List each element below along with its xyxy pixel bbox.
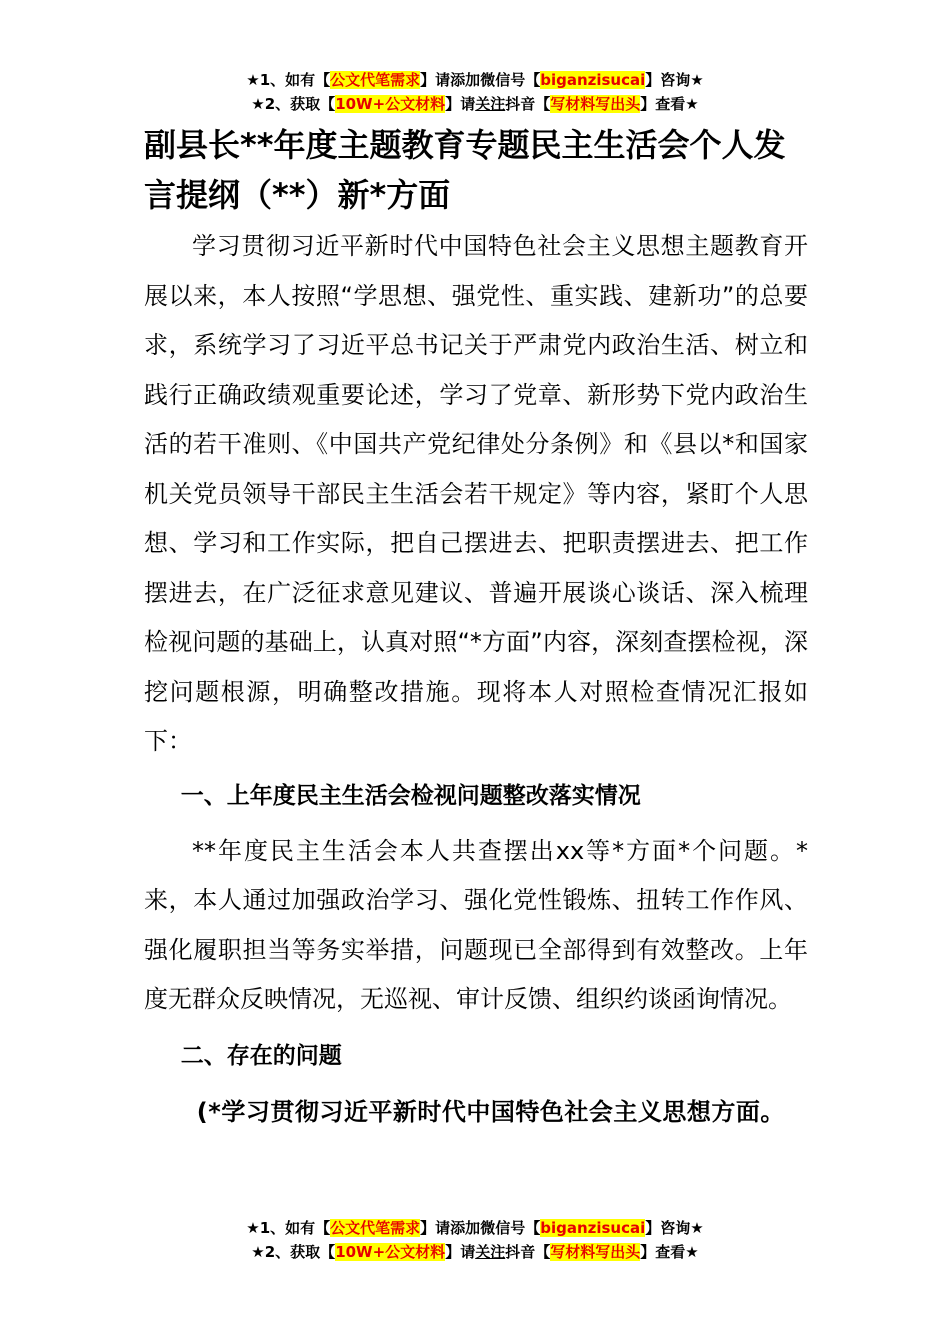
banner-text: ★2、获取【	[251, 95, 336, 113]
banner-highlight: 10W+公文材料	[335, 1243, 446, 1261]
footer-banner	[0, 1216, 950, 1264]
banner-highlight: 写材料写出头	[550, 1243, 641, 1261]
section-heading-2: 二、存在的问题	[180, 1042, 342, 1069]
banner-underline: 关注	[475, 1243, 506, 1261]
banner-text: 】咨询★	[645, 71, 704, 89]
banner-text: 微信号【	[480, 1219, 541, 1237]
banner-highlight: biganzisucai	[540, 71, 646, 89]
banner-text: 】请	[445, 95, 476, 113]
banner-line-1	[0, 1216, 950, 1240]
banner-text: ★1、如有【	[246, 71, 331, 89]
banner-text: 】查看★	[640, 95, 699, 113]
banner-text: 抖音【	[505, 95, 551, 113]
document-title: 副县长**年度主题教育专题民主生活会个人发言提纲（**）新*方面	[144, 126, 786, 214]
banner-text: 】咨询★	[645, 1219, 704, 1237]
banner-text: 】请添加	[420, 1219, 481, 1237]
banner-line-1	[0, 68, 950, 92]
banner-highlight: 公文代笔需求	[330, 71, 421, 89]
subsection-heading: (*学习贯彻习近平新时代中国特色社会主义思想方面。	[196, 1097, 785, 1126]
header-banner	[0, 68, 950, 116]
banner-text: 】请	[445, 1243, 476, 1261]
banner-text: ★1、如有【	[246, 1219, 331, 1237]
intro-paragraph: 学习贯彻习近平新时代中国特色社会主义思想主题教育开展以来，本人按照“学思想、强党性、重实践、建新功”的总要求，系统学习了习近平总书记关于严肃党内政治生活、树立和践行正确政绩观重要论述，学习了党章、新形势下党内政治生活的若干准则、《中国共产党纪律处分条例》和《县以*和国家机关党员领导干部民主生活会若干规定》等内容，紧盯个人思想、学习和工作实际，把自己摆进去、把职责摆进去、把工作摆进去，在广泛征求意见建议、普遍开展谈心谈话、深入梳理检视问题的基础上，认真对照“*方面”内容，深刻查摆检视，深挖问题根源，明确整改措施。现将本人对照检查情况汇报如下：	[144, 232, 808, 755]
banner-highlight: biganzisucai	[540, 1219, 646, 1237]
banner-line-2	[0, 92, 950, 116]
document-body	[144, 120, 808, 1137]
section-heading-1: 一、上年度民主生活会检视问题整改落实情况	[180, 782, 641, 809]
banner-highlight: 公文代笔需求	[330, 1219, 421, 1237]
banner-text: 微信号【	[480, 71, 541, 89]
banner-highlight: 写材料写出头	[550, 95, 641, 113]
banner-text: 】查看★	[640, 1243, 699, 1261]
banner-underline: 关注	[475, 95, 506, 113]
banner-highlight: 10W+公文材料	[335, 95, 446, 113]
section-1-paragraph: **年度民主生活会本人共查摆出xx等*方面*个问题。*来，本人通过加强政治学习、强化党性锻炼、扭转工作作风、强化履职担当等务实举措，问题现已全部得到有效整改。上年度无群众反映情况，无巡视、审计反馈、组织约谈函询情况。	[144, 836, 808, 1013]
banner-text: 抖音【	[505, 1243, 551, 1261]
banner-text: 】请添加	[420, 71, 481, 89]
banner-line-2	[0, 1240, 950, 1264]
banner-text: ★2、获取【	[251, 1243, 336, 1261]
